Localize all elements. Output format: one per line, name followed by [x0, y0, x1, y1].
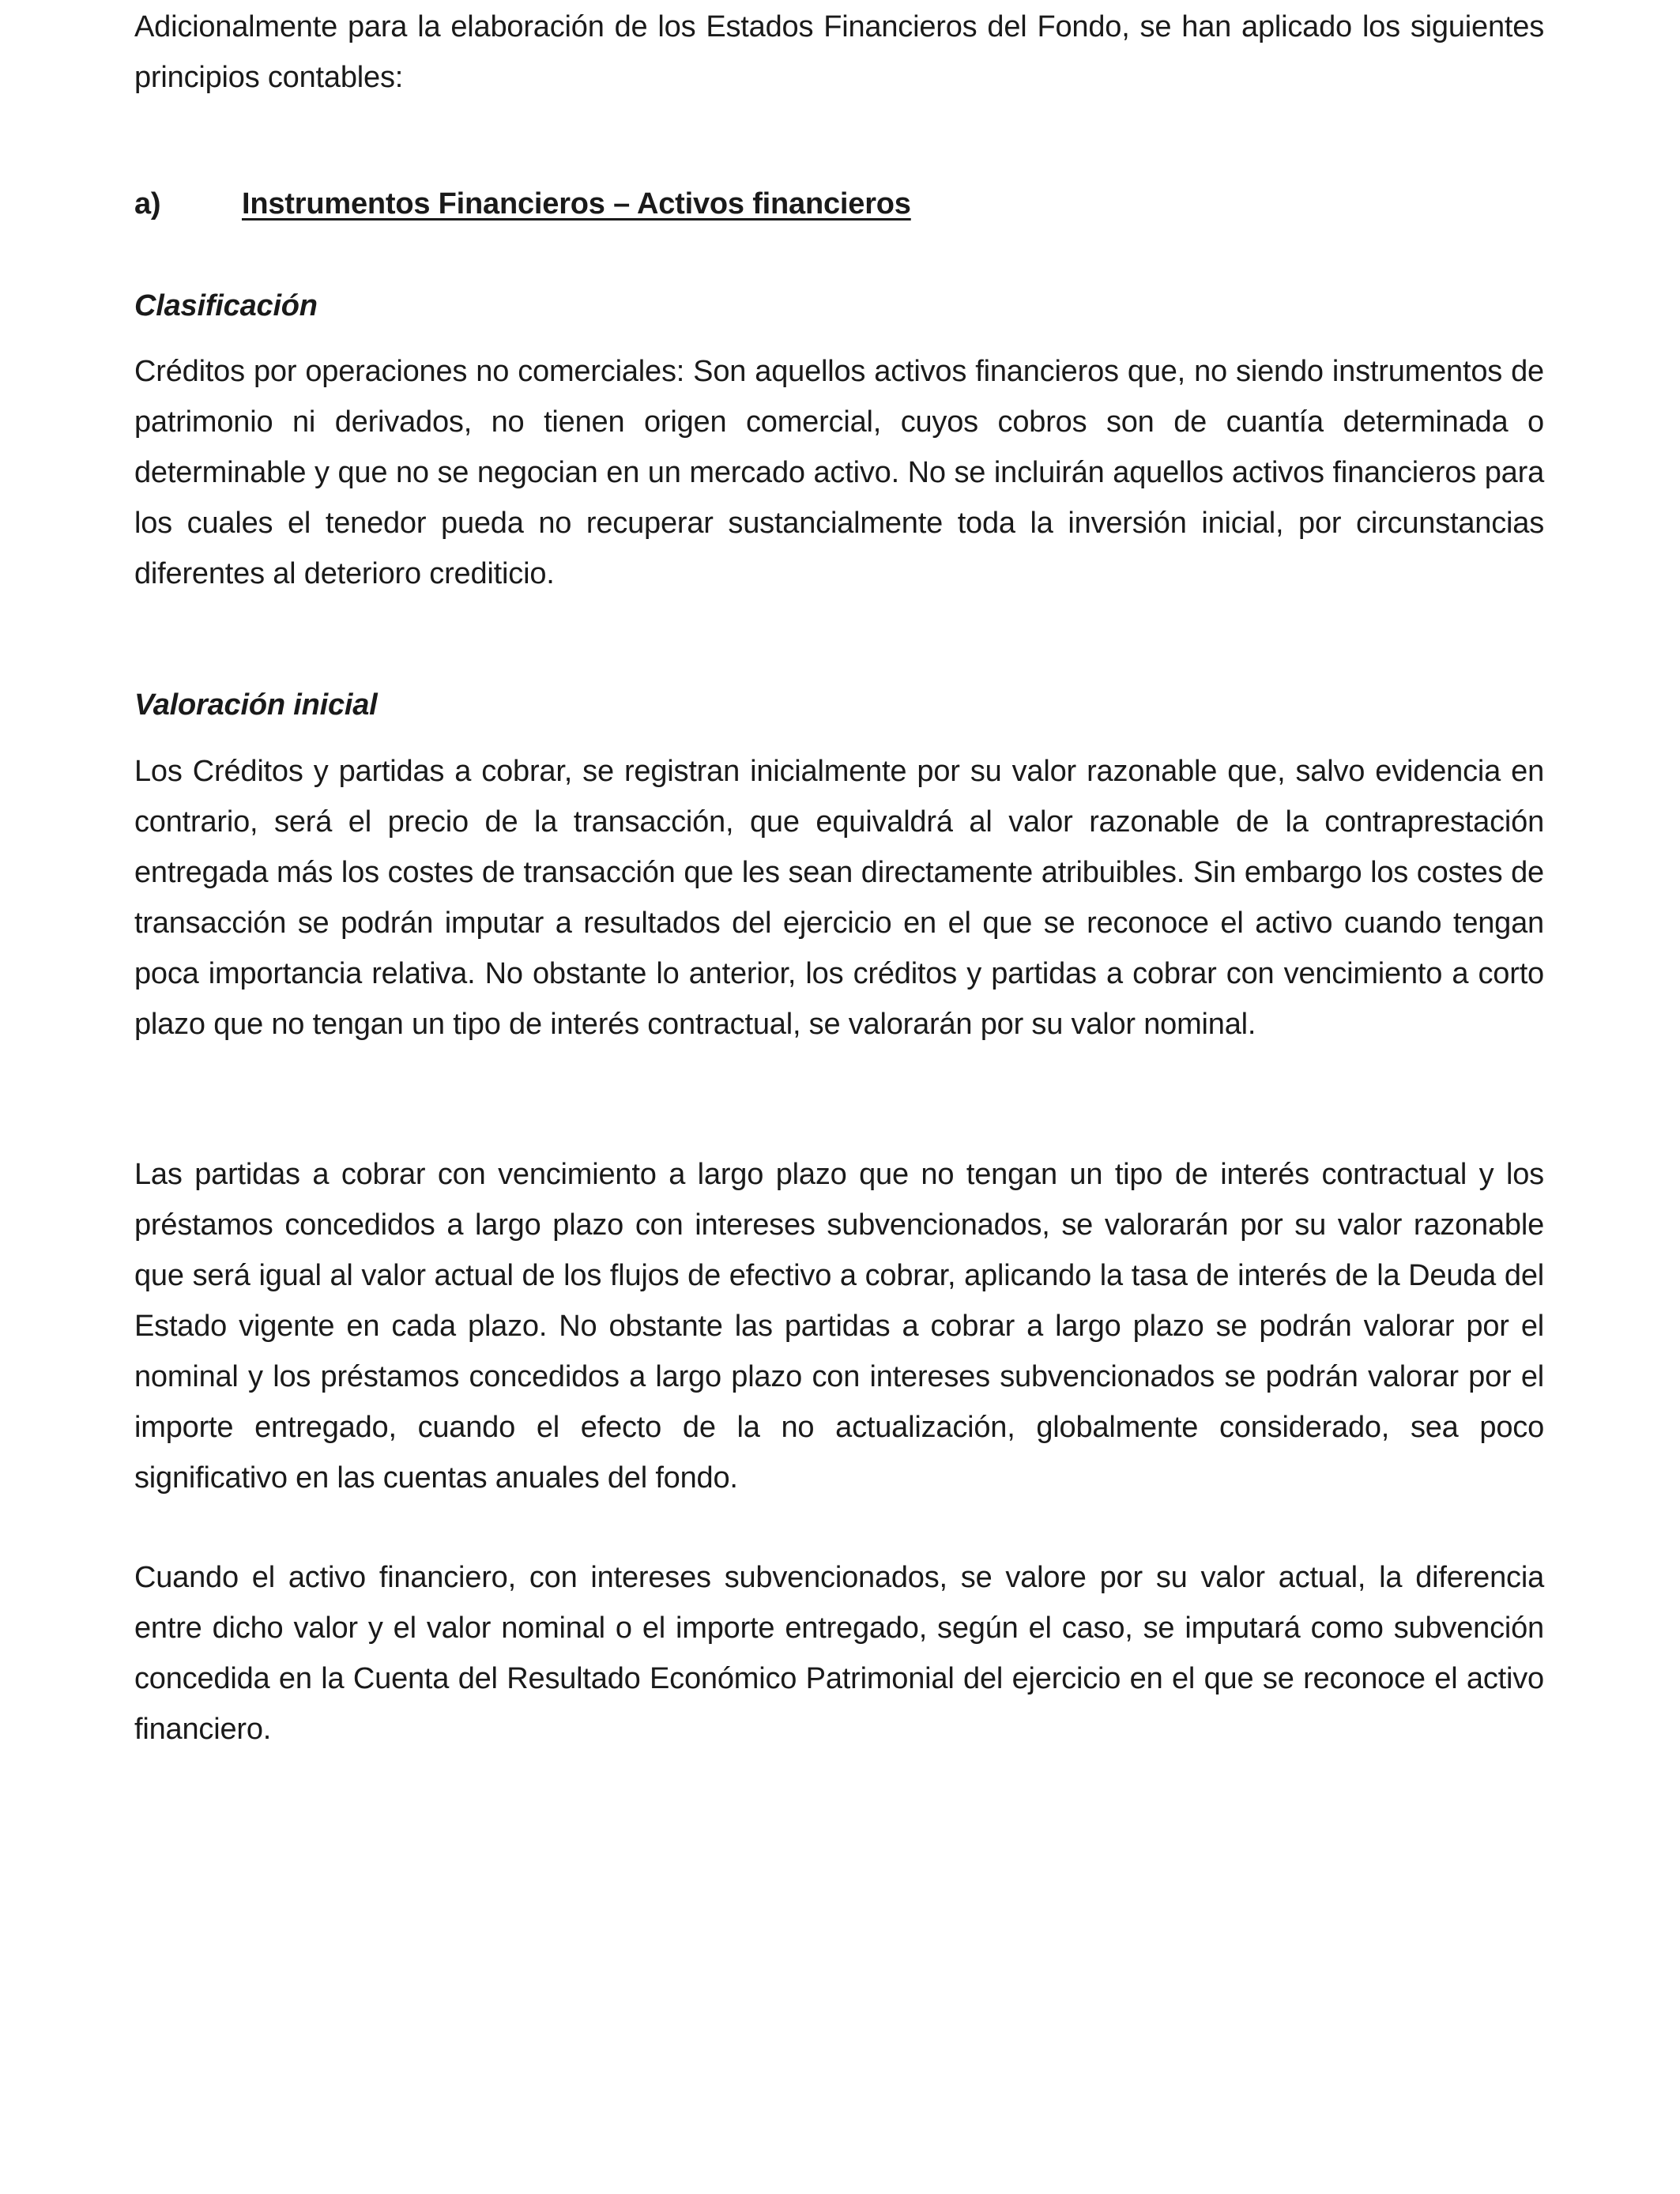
valoracion-heading: Valoración inicial: [134, 688, 378, 722]
clasificacion-heading: Clasificación: [134, 289, 318, 322]
valoracion-paragraph-1: Los Créditos y partidas a cobrar, se registran inicialmente por su valor razonable que, salvo evidencia en contrario, será el precio de la transacción, que equivaldrá al valor razonable de la contraprestación entregada más los costes de transacción que les sean directamente atribuibles. Sin embargo los costes de transacción se podrán imputar a resultados del ejercicio en el que se reconoce el activo cuando tengan poca importancia relativa. No obstante lo anterior, los créditos y partidas a cobrar con vencimiento a corto plazo que no tengan un tipo de interés contractual, se valorarán por su valor nominal.: [134, 755, 1544, 1041]
clasificacion-paragraph: Créditos por operaciones no comerciales: Son aquellos activos financieros que, no siendo instrumentos de patrimonio ni derivados, no tienen origen comercial, cuyos cobros son de cuantía determinada o determinable y que no se negocian en un mercado activo. No se incluirán aquellos activos financieros para los cuales el tenedor pueda no recuperar sustancialmente toda la inversión inicial, por circunstancias diferentes al deterioro crediticio.: [134, 355, 1544, 590]
valoracion-paragraph-3: Cuando el activo financiero, con intereses subvencionados, se valore por su valor actual, la diferencia entre dicho valor y el valor nominal o el importe entregado, según el caso, se imputará como subvención concedida en la Cuenta del Resultado Económico Patrimonial del ejercicio en el que se reconoce el activo financiero.: [134, 1561, 1544, 1746]
valoracion-paragraph-2: Las partidas a cobrar con vencimiento a largo plazo que no tengan un tipo de interés contractual y los préstamos concedidos a largo plazo con intereses subvencionados, se valorarán por su valor razonable que será igual al valor actual de los flujos de efectivo a cobrar, aplicando la tasa de interés de la Deuda del Estado vigente en cada plazo. No obstante las partidas a cobrar a largo plazo se podrán valorar por el nominal y los préstamos concedidos a largo plazo con intereses subvencionados se podrán valorar por el importe entregado, cuando el efecto de la no actualización, globalmente considerado, sea poco significativo en las cuentas anuales del fondo.: [134, 1158, 1544, 1495]
section-letter: a): [134, 187, 161, 221]
section-heading: [134, 179, 1544, 229]
section-title: Instrumentos Financieros – Activos financieros: [242, 187, 911, 221]
intro-paragraph: Adicionalmente para la elaboración de los Estados Financieros del Fondo, se han aplicado los siguientes principios contables:: [134, 10, 1544, 94]
